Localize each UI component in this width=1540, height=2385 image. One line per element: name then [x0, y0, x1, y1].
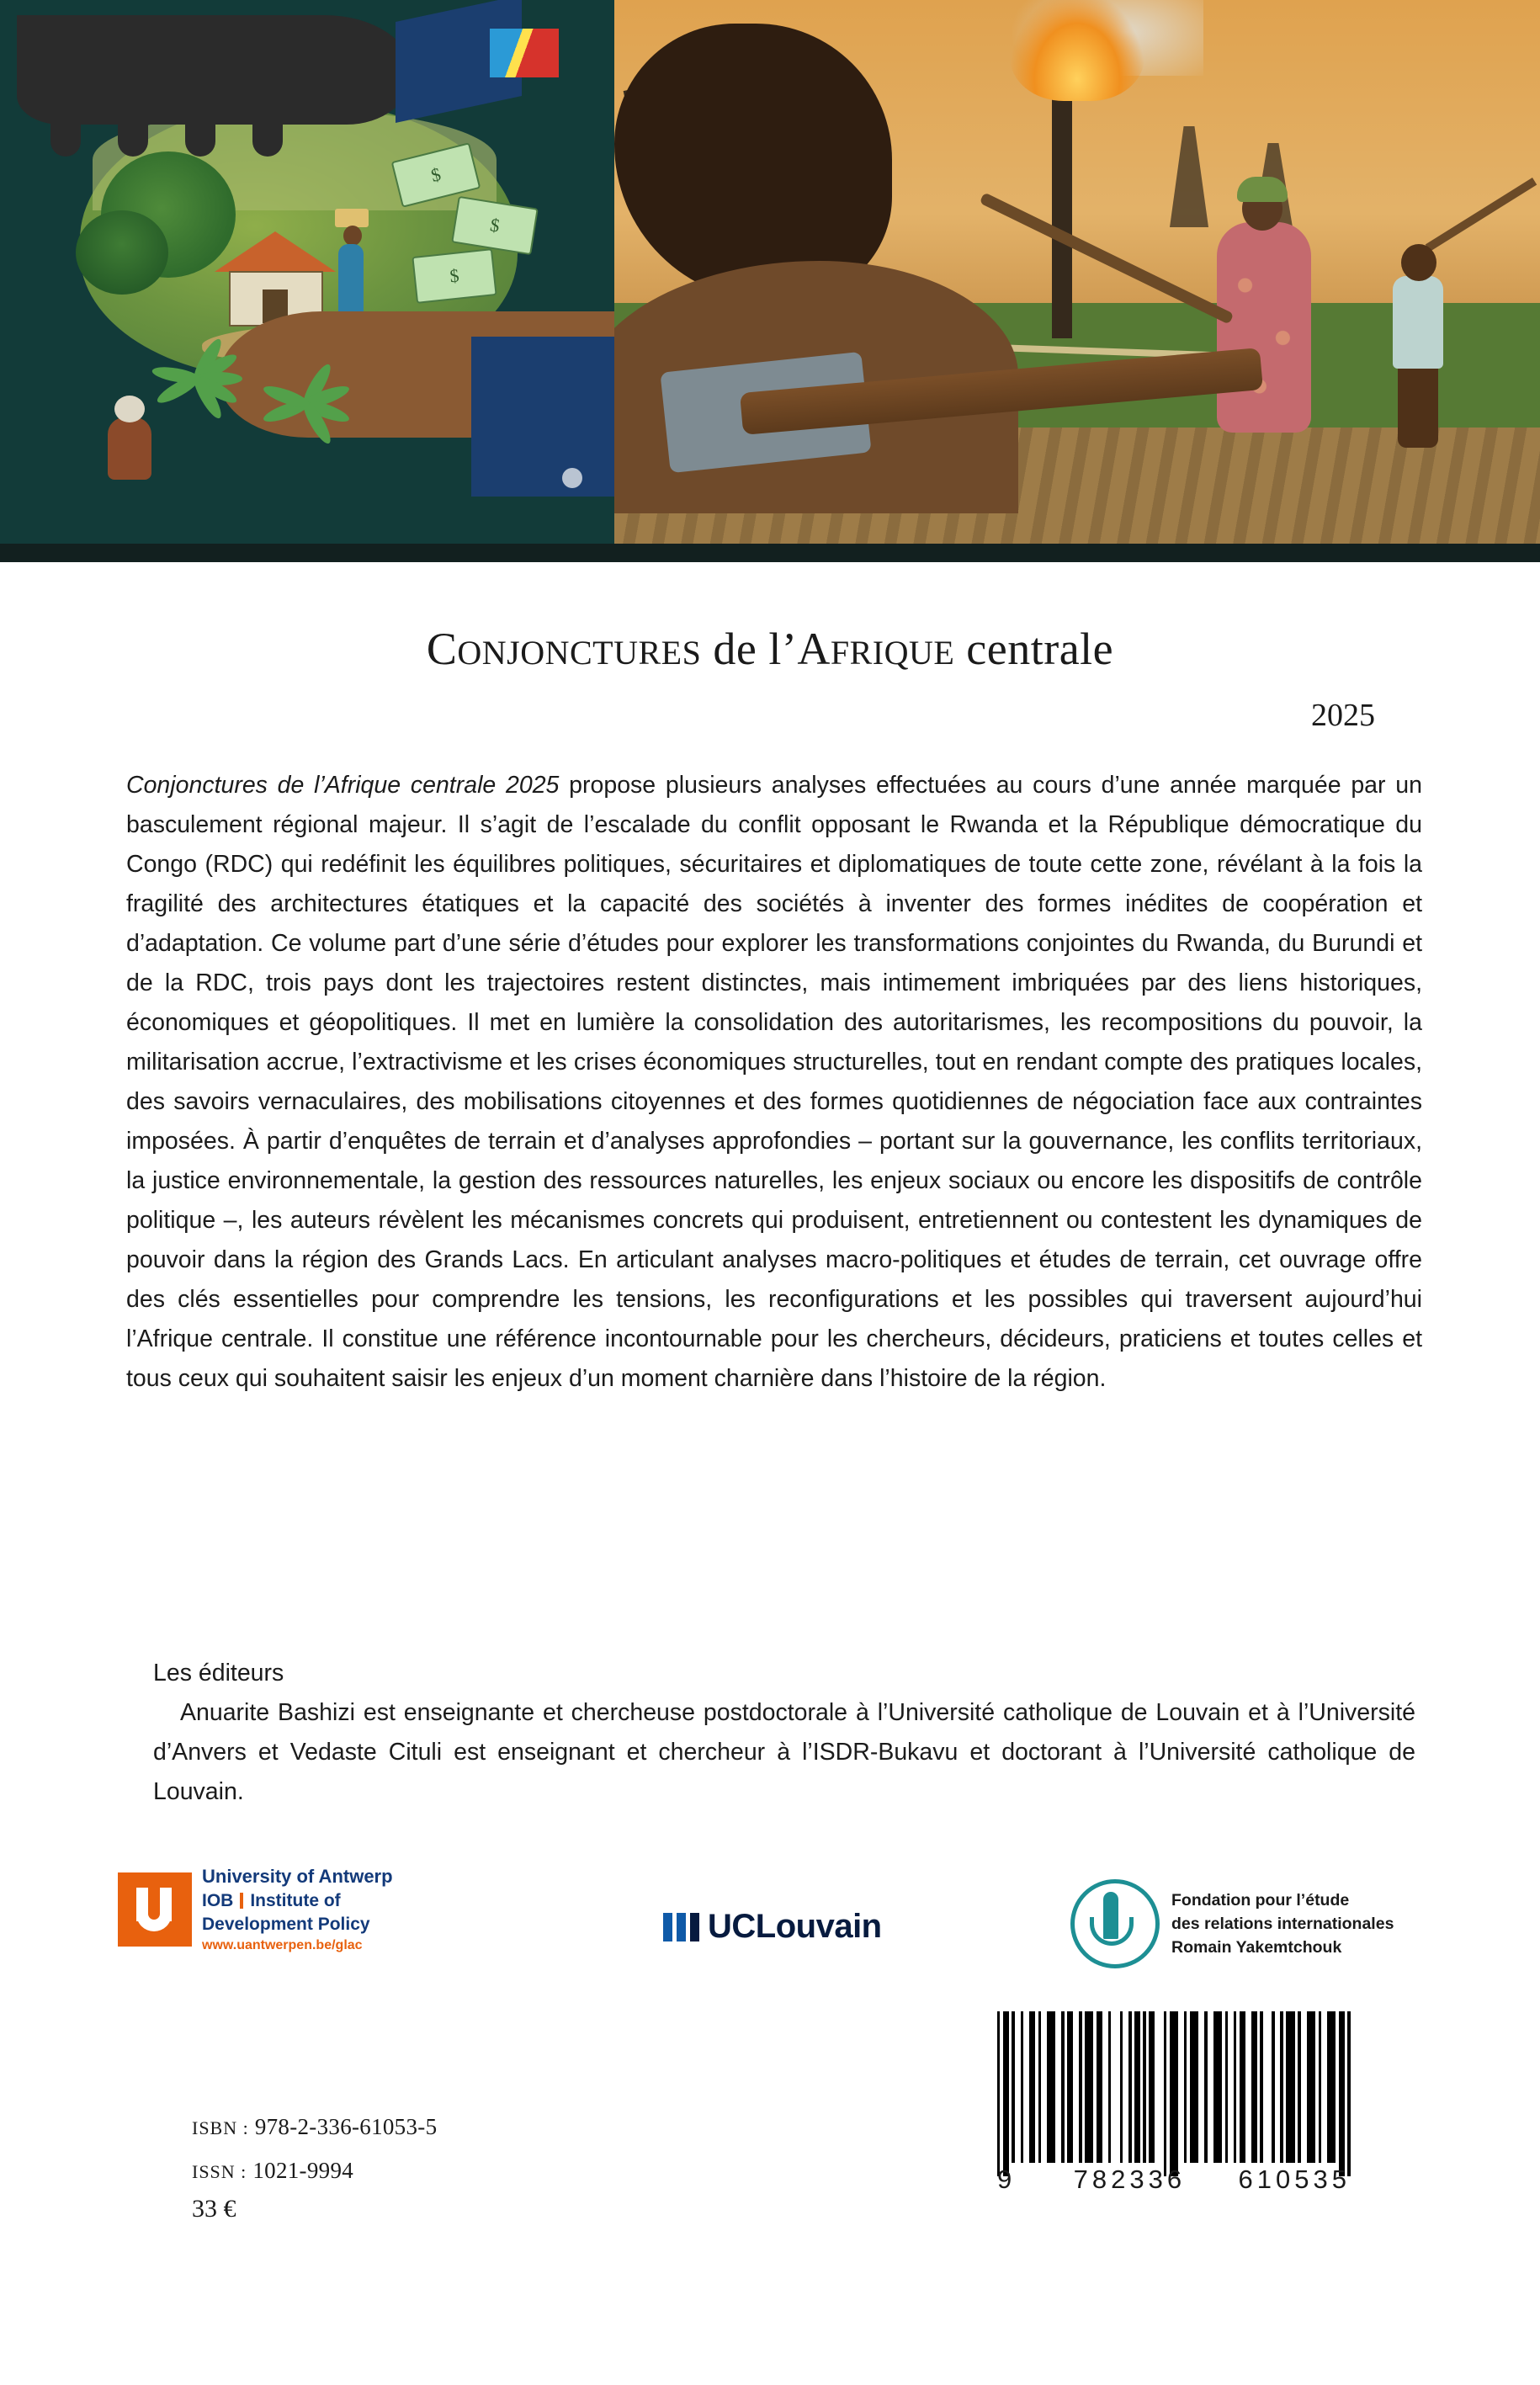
publisher-logos: [0, 1864, 1540, 1990]
cannabis-plant-left: [143, 310, 252, 385]
flare-stack: [1052, 61, 1072, 338]
cuff-button: [562, 468, 582, 488]
fondation-logo: [1070, 1879, 1394, 1968]
oil-field-farming-illustration: [614, 0, 1540, 562]
fondation-line-1: Fondation pour l’étude: [1171, 1890, 1350, 1910]
isbn-line: [192, 2106, 437, 2149]
miner-figure: [93, 396, 168, 497]
uclouvain-wordmark: UCLouvain: [708, 1908, 882, 1945]
cover-artwork: [0, 0, 1540, 562]
drc-flag-icon: [490, 29, 559, 77]
cannabis-plant-right: [252, 335, 362, 411]
fondation-mark-icon: [1070, 1879, 1160, 1968]
issn-label: ISSN :: [192, 2161, 247, 2182]
university-of-antwerp-logo: [118, 1864, 393, 1955]
fondation-line-2: des relations internationales: [1171, 1914, 1394, 1933]
suit-cuff-lower: [471, 337, 614, 497]
antwerp-iob-label: IOB: [202, 1890, 234, 1910]
antwerp-line-1: University of Antwerp: [202, 1866, 393, 1887]
banknote-2: $: [451, 196, 539, 255]
isbn-label: ISBN :: [192, 2117, 249, 2138]
banknote-1: $: [391, 142, 481, 208]
antwerp-line-3: Development Policy: [202, 1915, 370, 1935]
edition-year: 2025: [1311, 698, 1375, 733]
water-bucket: [335, 209, 369, 227]
isbn-value: 978-2-336-61053-5: [254, 2114, 438, 2139]
editors-label: Les éditeurs: [153, 1660, 284, 1686]
issn-value: 1021-9994: [252, 2158, 354, 2183]
page-title-text: CONJONCTURES de l’AFRIQUE centrale: [426, 624, 1114, 674]
identifiers-block: [192, 2106, 437, 2193]
hut-roof: [215, 231, 336, 272]
child-farmer: [1376, 234, 1468, 461]
back-cover-blurb: Conjonctures de l’Afrique centrale 2025 propose plusieurs analyses effectuées au cours d’une année marquée par un basculement régional majeur. Il s’agit de l’escalade du conflit opposant le Rwanda et la République démocratique du Congo (RDC) qui redéfinit les équilibres politiques, sécuritaires et diplomatiques de toute cette zone, révélant à la fois la fragilité des architectures étatiques et la capacité des sociétés à inventer des formes inédites de coopération et d’adaptation. Ce volume part d’une série d’études pour explorer les transformations conjointes du Rwanda, du Burundi et de la RDC, trois pays dont les trajectoires restent distinctes, mais intimement imbriquées par des liens historiques, économiques et géopolitiques. Il met en lumière la consolidation des autoritarismes, les recompositions du pouvoir, la militarisation accrue, l’extractivisme et les crises économiques structurelles, tout en rendant compte des pratiques locales, des savoirs vernaculaires, des mobilisations citoyennes et des formes quotidiennes de négociation face aux contraintes imposées. À partir d’enquêtes de terrain et d’analyses approfondies – portant sur la gouvernance, les conflits territoriaux, la justice environnementale, la gestion des ressources naturelles, les enjeux sociaux ou encore les dispositifs de contrôle politique –, les auteurs révèlent les mécanismes concrets qui produisent, entretiennent ou contestent les dynamiques de pouvoir dans la région des Grands Lacs. En articulant analyses macro-politiques et études de terrain, cet ouvrage offre des clés essentielles pour comprendre les tensions, les reconfigurations et les possibles qui traversent aujourd’hui l’Afrique centrale. Il constitue une référence incontournable pour les chercheurs, décideurs, praticiens et toutes celles et tous ceux qui souhaitent saisir les enjeux d’un moment charnière dans l’histoire de la région.: [126, 772, 1422, 1392]
barcode-digits-left: 782336: [1073, 2165, 1187, 2194]
hands-holding-village-illustration: [0, 0, 614, 562]
editors-section: [153, 1654, 1415, 1812]
ean13-barcode: [997, 2011, 1351, 2205]
antwerp-line-2b: Institute of: [250, 1890, 341, 1910]
banknote-3: $: [412, 248, 497, 304]
barcode-lead-digit: 9: [997, 2165, 1017, 2194]
issn-line: [192, 2149, 437, 2193]
antwerp-divider: [240, 1893, 243, 1909]
price-label: 33 €: [192, 2195, 236, 2223]
gas-flare-flame: [1010, 0, 1144, 101]
antwerp-mark-icon: [118, 1872, 192, 1947]
fondation-line-3: Romain Yakemtchouk: [1171, 1938, 1342, 1957]
antwerp-url[interactable]: www.uantwerpen.be/glac: [202, 1938, 363, 1953]
barcode-digits-right: 610535: [1238, 2165, 1351, 2194]
page-title: [0, 623, 1540, 675]
barcode-bars: [997, 2011, 1351, 2163]
editors-bio: Anuarite Bashizi est enseignante et chercheuse postdoctorale à l’Université catholique de Louvain et à l’Université d’Anvers et Vedaste Cituli est enseignant et chercheur à l’ISDR-Bukavu et doctorant à l’Université catholique de Louvain.: [153, 1699, 1415, 1805]
uclouvain-mark-icon: [663, 1913, 699, 1941]
artwork-bottom-strip: [0, 544, 1540, 562]
tree-small: [76, 210, 168, 295]
villager-head: [343, 226, 362, 246]
uclouvain-logo: [663, 1908, 882, 1946]
